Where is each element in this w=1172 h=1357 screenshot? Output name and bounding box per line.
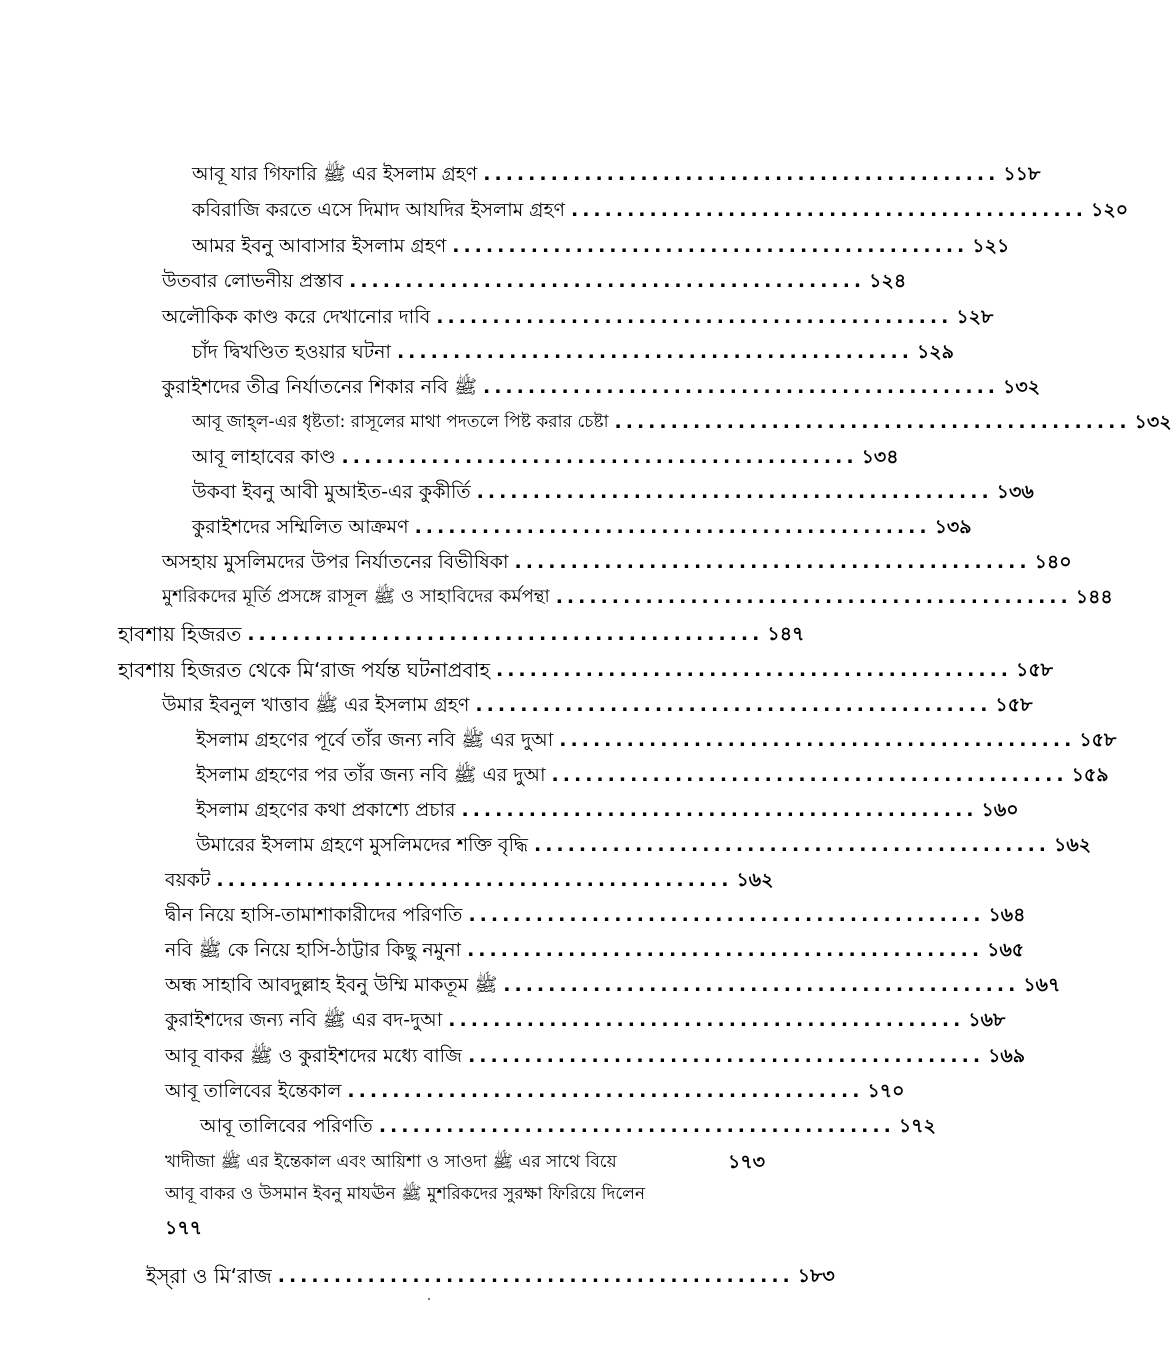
toc-entry-page: ১২১ [972,235,1010,257]
toc-entry-page: ১৫৯ [1071,764,1109,786]
toc-entry-page: ১৩২ [1003,376,1041,398]
toc-entry [165,928,1025,962]
toc-entry-page: ১১৮ [1003,163,1041,185]
toc-leader-dots: .............................................. [476,481,993,503]
toc-entry-title: কুরাইশদের জন্য নবি ﷺ এর বদ-দুআ [165,1009,443,1031]
toc-entry [162,540,1072,574]
toc-leader-dots: .............................................. [452,235,969,257]
toc-entry-page: ১৭০ [867,1080,905,1102]
toc-entry-title: আমর ইবনু আবাসার ইসলাম গ্রহণ [192,235,447,257]
toc-entry [165,1034,1026,1068]
toc-leader-dots: .............................................. [468,1045,985,1067]
toc-leader-dots: .............................................. [571,199,1088,221]
toc-section-title: হাবশায় হিজরত থেকে মি‘রাজ পর্যন্ত ঘটনাপ্রবাহ [118,658,490,682]
toc-entry-title: ইসলাম গ্রহণের কথা প্রকাশ্যে প্রচার [196,799,456,821]
toc-entry-page: ১৬৪ [988,904,1026,926]
toc-leader-dots: .............................................. [436,306,953,328]
toc-section-entry [118,648,1054,682]
toc-entry-page: ১৫৮ [995,694,1033,716]
toc-entry [165,893,1026,927]
toc-leader-dots: .............................................. [503,974,1020,996]
toc-entry-page: ১২৮ [956,306,994,328]
toc-entry [165,998,1006,1032]
toc-leader-dots: .............................................. [495,659,1013,681]
toc-entry-title: উতবার লোভনীয় প্রস্তাব [162,270,344,292]
toc-entry-page: ১৪৪ [1075,586,1113,608]
toc-leader-dots: .............................................. [414,516,931,538]
toc-entry-title: বয়কট [165,869,211,891]
toc-entry-title: উমার ইবনুল খাত্তাব ﷺ এর ইসলাম গ্রহণ [162,694,470,716]
toc-entry-title: দ্বীন নিয়ে হাসি-তামাশাকারীদের পরিণতি [165,904,463,926]
toc-entry-title: আবূ লাহাবের কাণ্ড [192,446,336,468]
toc-entry [165,1140,765,1174]
toc-leader-dots: .............................................. [483,376,1000,398]
toc-entry-page: ১৭৩ [727,1151,765,1173]
toc-entry-title: আবূ তালিবের ইন্তেকাল [165,1080,342,1102]
toc-leader-dots: .............................................. [514,551,1031,573]
toc-leader-dots: .............................................. [378,1115,895,1137]
toc-entry-title: চাঁদ দ্বিখণ্ডিত হওয়ার ঘটনা [192,341,391,363]
toc-entry-page: ১২৯ [916,341,954,363]
toc-entry-page: ১৬৯ [988,1045,1026,1067]
toc-entry-page: ১৬৭ [1023,974,1061,996]
print-speck [428,1298,430,1300]
toc-entry [196,788,1019,822]
toc-leader-dots: .............................................. [396,341,913,363]
toc-entry [192,470,1034,504]
toc-section-title: হাবশায় হিজরত [118,622,242,646]
toc-entry-title: নবি ﷺ কে নিয়ে হাসি-ঠাট্টার কিছু নমুনা [165,939,462,961]
toc-entry-page: ১৩৯ [934,516,972,538]
toc-entry [200,1104,936,1138]
toc-entry-page: ১৬৮ [968,1009,1006,1031]
toc-leader-dots: .............................................. [483,163,1000,185]
toc-entry-title: ইসলাম গ্রহণের পূর্বে তাঁর জন্য নবি ﷺ এর দুআ [196,729,554,751]
toc-entry-title: কবিরাজি করতে এসে দিমাদ আযদির ইসলাম গ্রহণ [192,199,565,221]
toc-entry-page: ১২৪ [869,270,907,292]
toc-entry-title: আবূ জাহ্‌ল-এর ধৃষ্টতা: রাসূলের মাথা পদতলে পিষ্ট করার চেষ্টা [192,412,609,432]
toc-section-title: ইস্‌রা ও মি‘রাজ [146,1264,272,1288]
toc-entry [196,718,1117,752]
toc-leader-dots: .............................................. [277,1265,794,1287]
toc-entry-title: উমারের ইসলাম গ্রহণে মুসলিমদের শক্তি বৃদ্ধি [196,834,528,856]
toc-entry-title: আবূ তালিবের পরিণতি [200,1115,373,1137]
toc-entry [196,753,1109,787]
toc-leader-dots: .............................................. [216,869,733,891]
toc-leader-dots: .............................................. [247,623,764,645]
toc-entry [192,330,954,364]
toc-leader-dots: .............................................. [559,729,1076,751]
toc-leader-dots: .............................................. [461,799,978,821]
toc-entry [192,152,1041,186]
toc-leader-dots: .............................................. [347,1080,864,1102]
toc-entry-title: খাদীজা ﷺ এর ইন্তেকাল এবং আয়িশা ও সাওদা ﷺ এর সাথে বিয়ে [165,1152,617,1172]
toc-entry-page: ১৮৩ [797,1265,835,1287]
toc-entry-page: ১৫৮ [1016,659,1054,681]
toc-entry-title: উকবা ইবনু আবী মুআইত-এর কুকীর্তি [192,481,471,503]
toc-entry [192,435,899,469]
toc-entry-title-wrapped: আবূ বাকর ও উসমান ইবনু মাযঊন ﷺ মুশরিকদের সুরক্ষা ফিরিয়ে দিলেন [165,1184,646,1204]
toc-entry [162,295,994,329]
toc-entry-page-wrapped: ১৭৭ [165,1217,203,1239]
toc-entry-title: অলৌকিক কাণ্ড করে দেখানোর দাবি [162,306,431,328]
toc-entry-page: ১৬২ [736,869,774,891]
toc-entry-title: কুরাইশদের তীব্র নির্যাতনের শিকার নবি ﷺ [162,376,477,398]
toc-entry-title: ইসলাম গ্রহণের পর তাঁর জন্য নবি ﷺ এর দুআ [196,764,546,786]
toc-entry-page: ১৭২ [898,1115,936,1137]
toc-section-entry [118,612,805,646]
toc-entry-page: ১২০ [1091,199,1129,221]
toc-entry [192,505,972,539]
toc-leader-dots: .............................................. [467,939,984,961]
toc-entry [192,188,1129,222]
toc-entry-page: ১৩৪ [861,446,899,468]
toc-entry-page: ১৫৮ [1079,729,1117,751]
toc-entry-title: অসহায় মুসলিমদের উপর নির্যাতনের বিভীষিকা [162,551,509,573]
toc-entry [162,365,1041,399]
toc-entry-page: ১৪০ [1034,551,1072,573]
toc-entry-title: আবূ বাকর ﷺ ও কুরাইশদের মধ্যে বাজি [165,1045,463,1067]
toc-leader-dots: .............................................. [555,586,1072,608]
toc-entry [162,259,907,293]
toc-entry-page: ১৩৬ [996,481,1034,503]
toc-entry [165,963,1061,997]
toc-entry [165,858,774,892]
toc-entry [196,823,1092,857]
toc-leader-dots: .............................................. [551,764,1068,786]
toc-entry-title: কুরাইশদের সম্মিলিত আক্রমণ [192,516,409,538]
toc-leader-dots: .............................................. [448,1009,965,1031]
toc-leader-dots: .............................................. [349,270,866,292]
toc-entry [162,683,1033,717]
toc-entry [162,575,1113,609]
toc-leader-dots: .............................................. [468,904,985,926]
toc-leader-dots: .............................................. [533,834,1051,856]
toc-leader-dots: .............................................. [614,411,1131,433]
toc-entry [165,1069,905,1103]
toc-entry-title: আবূ যার গিফারি ﷺ এর ইসলাম গ্রহণ [192,163,478,185]
toc-entry-page: ১৬৫ [987,939,1025,961]
toc-section-entry [146,1254,835,1288]
toc-entry-page: ১৬২ [1054,834,1092,856]
toc-entry [192,400,1172,434]
toc-leader-dots: .............................................. [341,446,858,468]
toc-entry-page: ১৪৭ [767,623,805,645]
toc-leader-dots: .............................................. [475,694,992,716]
toc-entry [192,224,1010,258]
toc-entry-page: ১৩২ [1134,411,1172,433]
toc-entry-title: মুশরিকদের মূর্তি প্রসঙ্গে রাসূল ﷺ ও সাহাবিদের কর্মপন্থা [162,586,550,607]
toc-entry-page: ১৬০ [981,799,1019,821]
toc-entry-title: অন্ধ সাহাবি আবদুল্লাহ ইবনু উম্মি মাকতূম ﷺ [165,974,498,996]
